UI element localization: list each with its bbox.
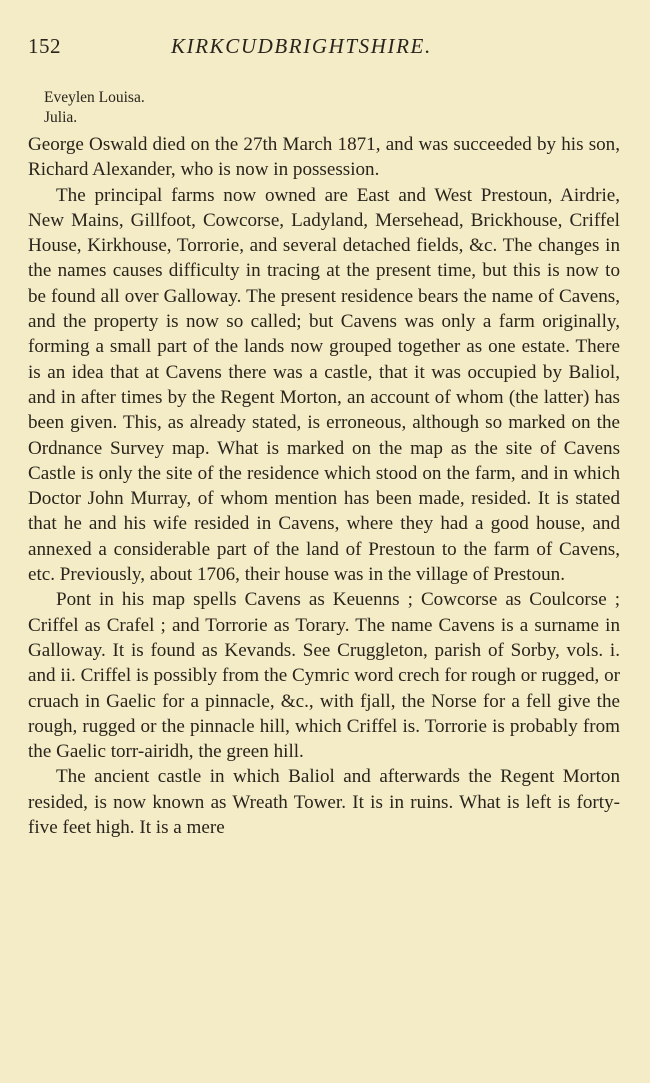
page-number: 152 [28, 34, 61, 58]
name-entry: Eveylen Louisa. [44, 89, 145, 106]
genealogy-names [44, 88, 620, 128]
paragraph: The ancient castle in which Baliol and afterwards the Regent Morton resided, is now known as Wreath Tower. It is in ruins. What is left is forty-five feet high. It is a mere [28, 766, 620, 839]
page-header [28, 34, 620, 66]
paragraph: Pont in his map spells Cavens as Keuenns ; Cowcorse as Coulcorse ; Criffel as Crafel ; and Torrorie as Torary. The name Cavens is a surname in Galloway. It is found as Kevands. See Cruggleton, parish of Sorby, vols. i. and ii. Criffel is possibly from the Cymric word crech for rough or rugged, or cruach in Gaelic for a pinnacle, &c., with fjall, the Norse for a fell give the rough, rugged or the pinnacle hill, which Criffel is. Torrorie is probably from the Gaelic torr-airidh, the green hill. [28, 589, 620, 763]
paragraph: George Oswald died on the 27th March 1871, and was succeeded by his son, Richard Alexander, who is now in possession. [28, 134, 620, 181]
running-title: KIRKCUDBRIGHTSHIRE. [171, 34, 432, 58]
paragraph: The principal farms now owned are East and West Prestoun, Airdrie, New Mains, Gillfoot, Cowcorse, Ladyland, Mersehead, Brickhouse, Criffel House, Kirkhouse, Torrorie, and several detached fields, &c. The changes in the names causes difficulty in tracing at the present time, but this is now to be found all over Galloway. The present residence bears the name of Cavens, and the property is now so called; but Cavens was only a farm originally, forming a small part of the lands now grouped together as one estate. There is an idea that at Cavens there was a castle, that it was occupied by Baliol, and in after times by the Regent Morton, an account of whom (the latter) has been given. This, as already stated, is erroneous, although so marked on the Ordnance Survey map. What is marked on the map as the site of Cavens Castle is only the site of the residence which stood on the farm, and in which Doctor John Murray, of whom mention has been made, resided. It is stated that he and his wife resided in Cavens, where they had a good house, and annexed a considerable part of the land of Prestoun to the farm of Cavens, etc. Previously, about 1706, their house was in the village of Prestoun. [28, 184, 620, 586]
body-text [28, 132, 620, 840]
name-entry: Julia. [44, 109, 78, 126]
